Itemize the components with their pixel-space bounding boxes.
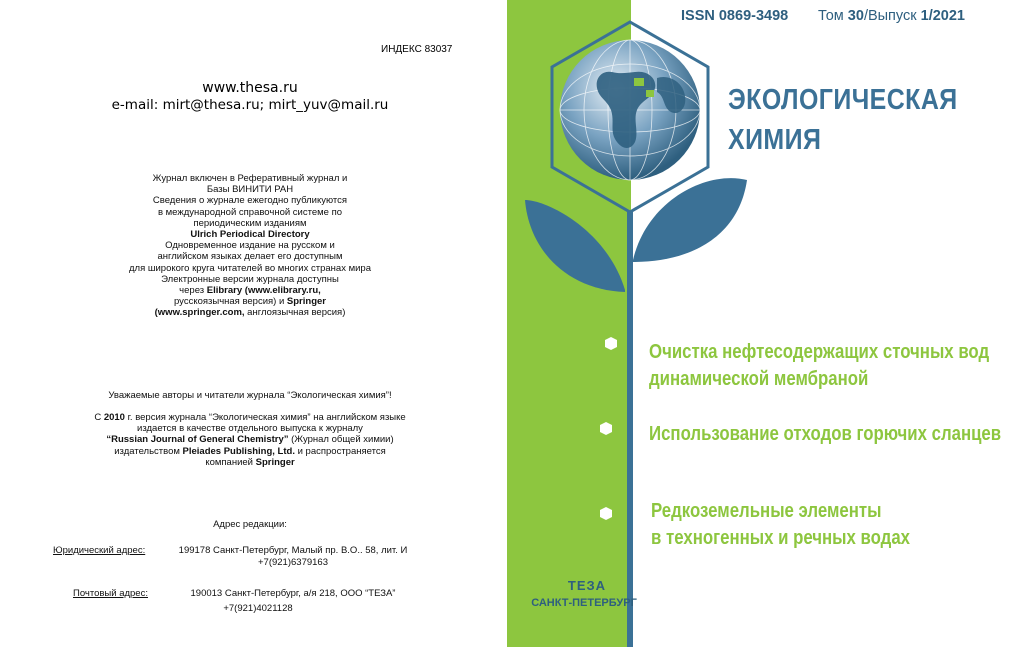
springer-name: Springer [286, 296, 326, 308]
website-link[interactable]: www.thesa.ru [202, 80, 298, 96]
rjgc-line: “Russian Journal of General Chemistry” (Журнал общей химии) [106, 434, 394, 446]
journal-title-line2: ХИМИЯ [728, 124, 822, 156]
topic-3: Редкоземельные элементы в техногенных и речных водах [651, 500, 911, 549]
english-version-info [70, 412, 430, 468]
indexing-info-line: Электронные версии журнала доступны [161, 273, 339, 285]
indexing-info-line: Журнал включен в Реферативный журнал и [152, 173, 348, 184]
volume-issue: Том 30/Выпуск 1/2021 [818, 8, 965, 24]
index-number: ИНДЕКС 83037 [381, 44, 453, 55]
indexing-info-lines [110, 173, 390, 285]
legal-phone: +7(921)6379163 [258, 557, 328, 568]
since-line-2: издается в качестве отдельного выпуска к журналу [137, 423, 363, 435]
indexing-info-line: в международной справочной системе по [157, 206, 343, 218]
publisher-city: САНКТ-ПЕТЕРБУРГ [531, 597, 637, 609]
springer-line: (www.springer.com, англоязычная версия) [154, 307, 346, 319]
globe-icon [560, 40, 700, 180]
email-contact[interactable]: e-mail: mirt@thesa.ru; mirt_yuv@mail.ru [111, 97, 389, 113]
company-line: компанией Springer [205, 456, 295, 468]
indexing-info-line: английском языках делает его доступным [157, 251, 343, 263]
indexing-info-line: для широкого круга читателей во многих странах мира [129, 262, 371, 274]
since-line: С 2010 г. версия журнала “Экологическая химия” на английском языке [94, 412, 406, 423]
indexing-info-line: Базы ВИНИТИ РАН [206, 184, 294, 196]
legal-address: 199178 Санкт-Петербург, Малый пр. В.О.. 58, лит. И [178, 545, 408, 556]
pleiades-line: издательством Pleiades Publishing, Ltd. и распространяется [114, 445, 386, 457]
postal-address-label: Почтовый адрес: [73, 588, 148, 599]
address-title: Адрес редакции: [213, 519, 287, 530]
bullet-dots [600, 337, 617, 520]
issn: ISSN 0869-3498 [681, 8, 789, 24]
elibrary-link[interactable]: Elibrary (www.elibrary.ru, [206, 285, 321, 297]
left-leaf-icon [525, 200, 625, 292]
journal-title-line1: ЭКОЛОГИЧЕСКАЯ [728, 84, 958, 116]
springer-link[interactable]: (www.springer.com, [154, 307, 245, 319]
publisher-name: ТЕЗА [567, 578, 607, 593]
indexing-info [110, 173, 390, 319]
postal-phone: +7(921)4021128 [223, 603, 293, 614]
postal-address: 190013 Санкт-Петербург, а/я 218, ООО “ТЕЗА” [190, 588, 396, 599]
right-leaf-icon [633, 178, 747, 262]
legal-address-label: Юридический адрес: [53, 545, 146, 556]
elibrary-line-2: русскоязычная версия) и Springer [174, 296, 326, 308]
indexing-info-line: Одновременное издание на русском и [165, 240, 335, 252]
topic-1: Очистка нефтесодержащих сточных вод динамической мембраной [649, 341, 990, 390]
indexing-info-line: периодическим изданиям [193, 217, 307, 229]
topic-2: Использование отходов горючих сланцев [649, 423, 1002, 445]
bullet-dot-2 [600, 422, 612, 435]
dear-readers: Уважаемые авторы и читатели журнала “Экологическая химия”! [108, 390, 392, 401]
bullet-dot-1 [605, 337, 617, 350]
indexing-info-line: Сведения о журнале ежегодно публикуются [152, 195, 348, 207]
bullet-dot-3 [600, 507, 612, 520]
elibrary-line: через Elibrary (www.elibrary.ru, [179, 285, 321, 297]
indexing-info-line: Ulrich Periodical Directory [190, 229, 310, 241]
